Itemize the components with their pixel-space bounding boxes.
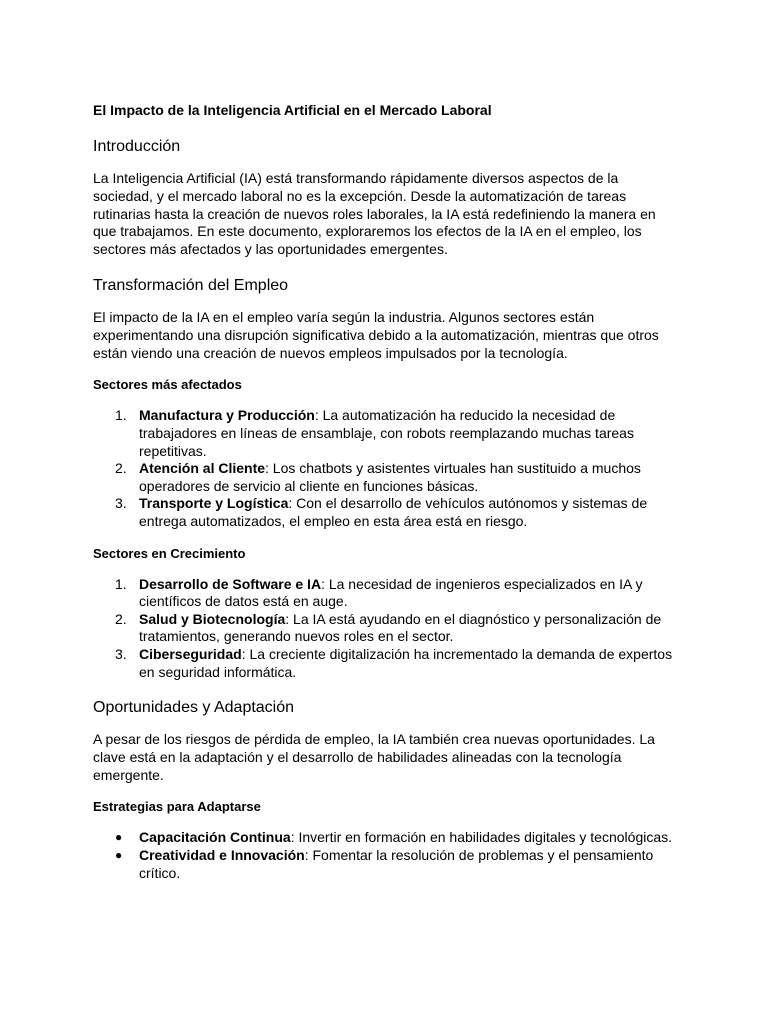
list-item (93, 847, 678, 882)
affected-sectors-list (93, 407, 678, 530)
list-number: 1. (115, 407, 127, 424)
list-item-description: : Con el desarrollo de vehículos autónomos y sistemas de entrega automatizados, el empleo en esta área está en riesgo. (139, 495, 648, 529)
list-item-term: Creatividad e Innovación (139, 847, 305, 864)
list-number: 2. (115, 460, 127, 477)
strategies-heading: Estrategias para Adaptarse (93, 799, 261, 815)
list-item (93, 576, 678, 611)
list-item-description: : La creciente digitalización ha incrementado la demanda de expertos en seguridad informática. (139, 645, 673, 680)
transformation-paragraph: El impacto de la IA en el empleo varía según la industria. Algunos sectores están experimentando una disrupción significativa debido a la automatización, mientras que otros están viendo una creación de nuevos empleos impulsados por la tecnología. (93, 308, 659, 361)
list-item (93, 646, 678, 681)
list-item-description: : Invertir en formación en habilidades digitales y tecnológicas. (290, 829, 673, 846)
list-number: 2. (115, 610, 127, 627)
list-number: 3. (115, 645, 127, 662)
list-item-term: Capacitación Continua (139, 829, 291, 846)
intro-section (93, 137, 678, 259)
growing-sectors-heading: Sectores en Crecimiento (93, 545, 246, 561)
opportunities-paragraph: A pesar de los riesgos de pérdida de empleo, la IA también crea nuevas oportunidades. La clave está en la adaptación y el desarrollo de habilidades alineadas con la tecnología emergente. (93, 731, 655, 783)
list-item-description: : La necesidad de ingenieros especializados en IA y científicos de datos está en auge. (139, 575, 643, 610)
bullet-icon: ● (115, 830, 123, 845)
affected-sectors-heading: Sectores más afectados (93, 377, 242, 393)
intro-paragraph: La Inteligencia Artificial (IA) está transformando rápidamente diversos aspectos de la sociedad, y el mercado laboral no es la excepción. Desde la automatización de tareas rutinarias hasta la creación de nuevos roles laborales, la IA está redefiniendo la manera en que trabajamos. En este documento, exploraremos los efectos de la IA en el empleo, los sectores más afectados y las oportunidades emergentes. (93, 170, 656, 258)
list-number: 3. (115, 495, 127, 512)
growing-sectors-list (93, 576, 678, 682)
list-item-term: Salud y Biotecnología (139, 610, 286, 627)
list-item (93, 829, 678, 847)
strategies-list (93, 829, 678, 882)
transformation-heading: Transformación del Empleo (93, 276, 289, 294)
opportunities-section (93, 698, 678, 882)
list-item-term: Desarrollo de Software e IA (139, 575, 322, 592)
list-item-description: : La IA está ayudando en el diagnóstico y personalización de tratamientos, generando nuevos roles en el sector. (139, 610, 662, 645)
transformation-section (93, 276, 678, 681)
list-item (93, 407, 678, 460)
list-item-term: Transporte y Logística (139, 495, 289, 512)
list-item-term: Manufactura y Producción (139, 407, 315, 424)
list-item-description: : Los chatbots y asistentes virtuales han sustituido a muchos operadores de servicio al cliente en funciones básicas. (139, 460, 641, 494)
intro-heading: Introducción (93, 138, 181, 155)
list-item-description: : Fomentar la resolución de problemas y el pensamiento crítico. (139, 847, 654, 881)
list-item (93, 495, 678, 530)
document-title: El Impacto de la Inteligencia Artificial en el Mercado Laboral (93, 102, 492, 118)
list-item-description: : La automatización ha reducido la necesidad de trabajadores en líneas de ensamblaje, con robots reemplazando muchas tareas repetitivas. (139, 407, 634, 459)
list-item (93, 611, 678, 646)
list-item-term: Ciberseguridad (139, 645, 242, 662)
opportunities-heading: Oportunidades y Adaptación (93, 699, 295, 717)
list-item (93, 460, 678, 495)
bullet-icon: ● (115, 848, 123, 863)
list-number: 1. (115, 575, 127, 592)
list-item-term: Atención al Cliente (139, 460, 266, 477)
